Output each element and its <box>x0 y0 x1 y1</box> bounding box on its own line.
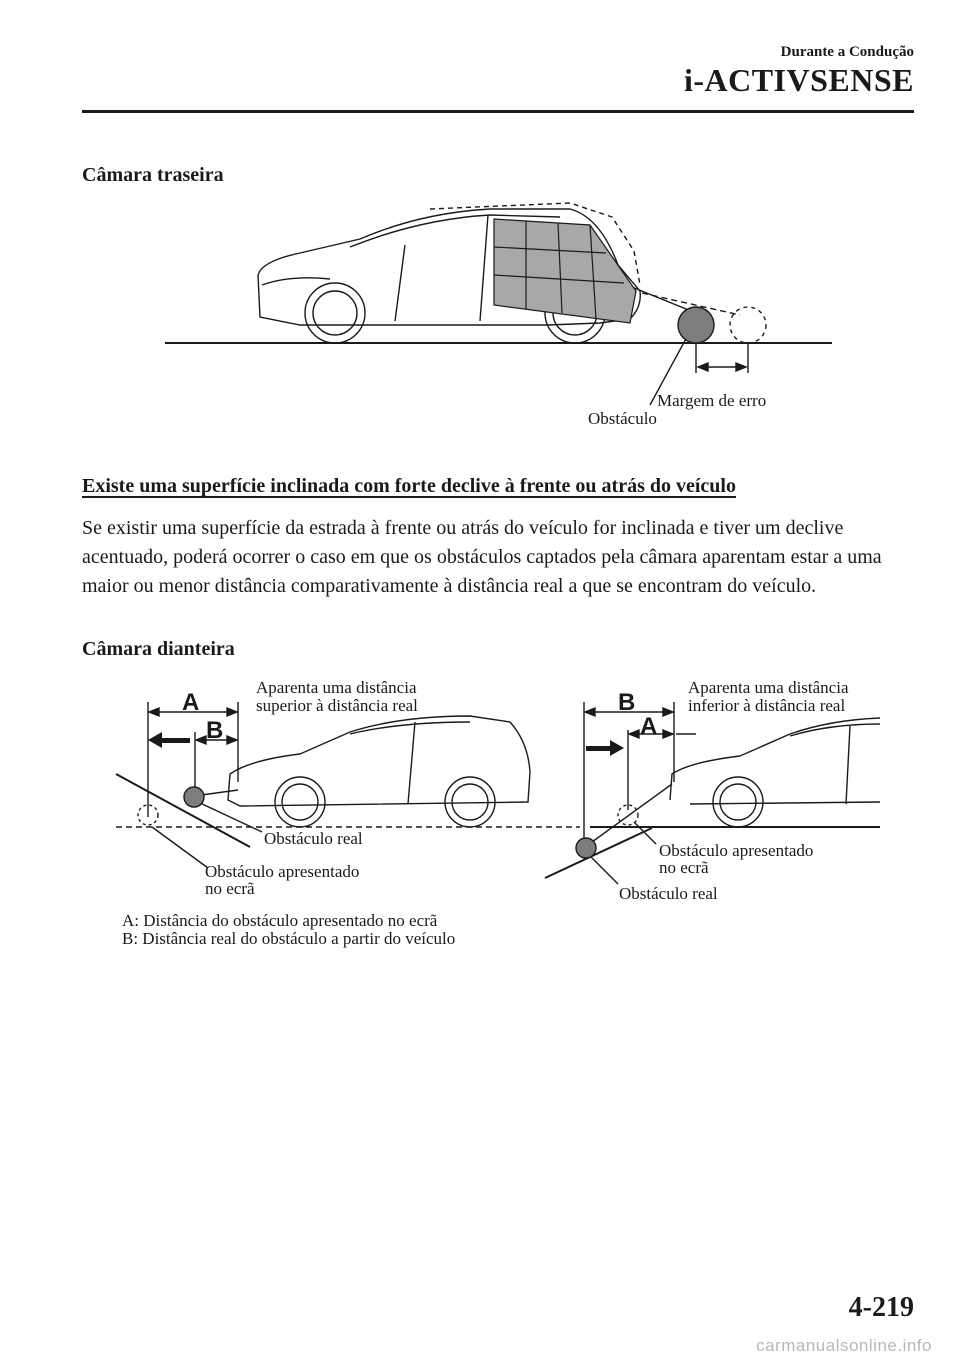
slope-heading: Existe uma superfície inclinada com forte declive à frente ou atrás do veículo <box>82 475 736 497</box>
left-letter-b: B <box>206 717 224 744</box>
right-displayed-line2: no ecrã <box>659 858 709 877</box>
page-number: 4-219 <box>848 1292 914 1323</box>
left-displayed-line2: no ecrã <box>205 879 255 898</box>
right-displayed-line1: Obstáculo apresentado <box>659 841 814 860</box>
slope-paragraph: Se existir uma superfície da estrada à frente ou atrás do veículo for inclinada e tiver um declive acentuado, poderá ocorrer o caso em que os obstáculos captados pela câmara aparentam estar a uma maior ou menor distância comparativamente à distância real a que se encontram do veículo. <box>82 517 882 597</box>
right-letter-b: B <box>618 689 636 716</box>
left-appears-line1: Aparenta uma distância <box>256 678 417 697</box>
right-real-obstacle: Obstáculo real <box>619 884 718 903</box>
chapter-title: Durante a Condução <box>780 44 914 60</box>
rear-camera-diagram <box>0 195 960 435</box>
watermark: carmanualsonline.info <box>756 1336 932 1355</box>
left-displayed-line1: Obstáculo apresentado <box>205 862 360 881</box>
section-title: i-ACTIVSENSE <box>683 62 914 98</box>
right-letter-a: A <box>640 713 658 740</box>
error-margin-label: Margem de erro <box>657 391 767 410</box>
front-camera-subtitle: Câmara dianteira <box>82 638 235 660</box>
header-rule <box>82 110 914 113</box>
left-appears-line2: superior à distância real <box>256 696 418 715</box>
obstacle-label: Obstáculo <box>588 409 657 428</box>
left-real-obstacle: Obstáculo real <box>264 829 363 848</box>
right-appears-line2: inferior à distância real <box>688 696 846 715</box>
left-letter-a: A <box>182 689 200 716</box>
legend-b: B: Distância real do obstáculo a partir do veículo <box>122 929 456 948</box>
legend-a: A: Distância do obstáculo apresentado no ecrã <box>122 911 438 930</box>
rear-camera-subtitle: Câmara traseira <box>82 164 224 186</box>
right-appears-line1: Aparenta uma distância <box>688 678 849 697</box>
